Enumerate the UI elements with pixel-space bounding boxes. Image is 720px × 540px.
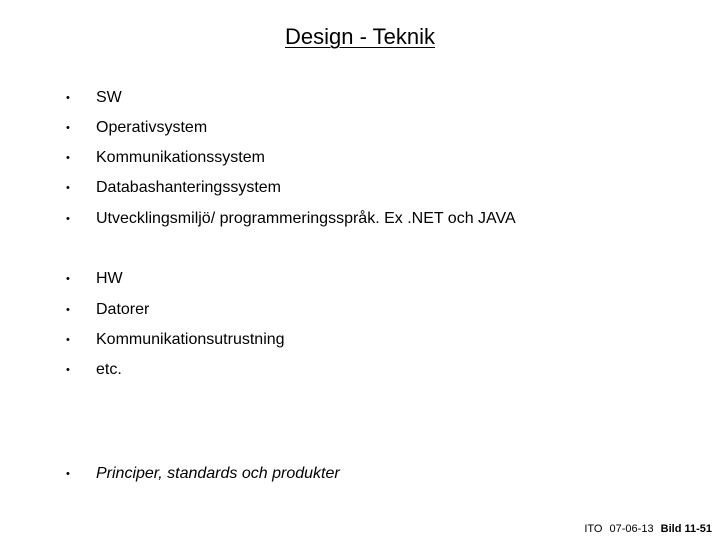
bullet-dot: •	[66, 122, 70, 134]
bullet-item-etc	[0, 358, 720, 382]
bullet-item-principer	[0, 462, 720, 486]
bullet-dot: •	[66, 182, 70, 194]
bullet-text: Databashanteringssystem	[96, 179, 281, 196]
bullet-dot: •	[66, 304, 70, 316]
bullet-item-operativsystem	[0, 116, 720, 140]
bullet-text: HW	[96, 270, 123, 287]
footer-org: ITO	[584, 523, 603, 535]
footer-slide-number: Bild 11-51	[660, 523, 712, 535]
bullet-text: Kommunikationsutrustning	[96, 331, 285, 348]
bullet-dot: •	[66, 468, 70, 480]
bullet-text: SW	[96, 89, 122, 106]
bullet-item-databashantering	[0, 176, 720, 200]
slide-title: Design - Teknik	[285, 24, 435, 49]
bullet-text: Datorer	[96, 301, 150, 318]
bullet-dot: •	[66, 213, 70, 225]
bullet-text: etc.	[96, 361, 122, 378]
bullet-text: Operativsystem	[96, 119, 208, 136]
footer-date: 07-06-13	[609, 523, 654, 535]
bullet-item-sw	[0, 86, 720, 110]
bullet-item-kommunikationsutrustning	[0, 328, 720, 352]
bullet-dot: •	[66, 92, 70, 104]
bullet-item-kommunikationssystem	[0, 146, 720, 170]
bullet-dot: •	[66, 334, 70, 346]
bullet-text: Kommunikationssystem	[96, 149, 265, 166]
slide-footer	[584, 522, 712, 536]
bullet-dot: •	[66, 152, 70, 164]
bullet-item-datorer	[0, 298, 720, 322]
bullet-dot: •	[66, 364, 70, 376]
bullet-item-hw	[0, 267, 720, 291]
bullet-item-utvecklingsmiljo	[0, 207, 720, 231]
bullet-text: Utvecklingsmiljö/ programmeringsspråk. Ex .NET och JAVA	[96, 210, 516, 227]
bullet-text: Principer, standards och produkter	[96, 465, 340, 482]
bullet-dot: •	[66, 273, 70, 285]
